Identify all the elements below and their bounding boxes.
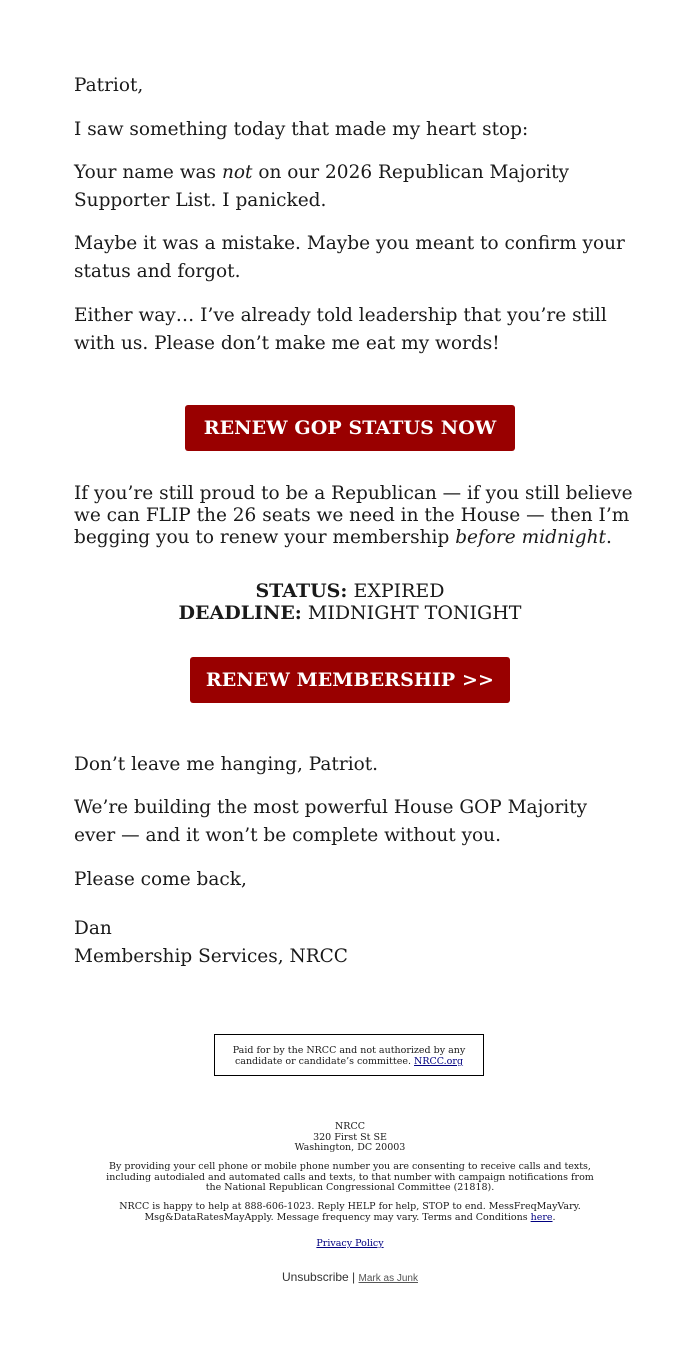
privacy-row — [0, 1239, 700, 1250]
paragraph-2 — [74, 159, 634, 215]
privacy-policy-link[interactable]: Privacy Policy — [316, 1238, 384, 1249]
p5-post: . — [605, 527, 612, 548]
paragraph-4-text: Either way… I’ve already told leadership that you’re still with us. Please don’t make me eat my words! — [74, 305, 607, 354]
unsubscribe-link[interactable]: Unsubscribe — [282, 1270, 349, 1284]
p2-emphasis: not — [221, 162, 253, 183]
renew-membership-button[interactable]: RENEW MEMBERSHIP >> — [190, 657, 510, 703]
paragraph-3 — [74, 230, 634, 286]
greeting-text: Patriot, — [74, 75, 144, 96]
greeting — [74, 72, 634, 100]
paragraph-6 — [74, 751, 634, 779]
p2-pre: Your name was — [74, 162, 222, 183]
signature-name: Dan — [74, 918, 112, 939]
paragraph-1 — [74, 116, 634, 144]
status-value: EXPIRED — [347, 580, 445, 602]
mark-as-junk-link[interactable]: Mark as Junk — [358, 1273, 418, 1284]
deadline-value: MIDNIGHT TONIGHT — [301, 602, 522, 624]
p2-post: on our 2026 Republican Majority Supporter List. I panicked. — [74, 162, 569, 211]
deadline-line — [0, 602, 700, 624]
p5-emphasis: before midnight — [455, 527, 606, 548]
paragraph-7-text: We’re building the most powerful House GOP Majority ever — and it won’t be complete without you. — [74, 797, 588, 846]
signature-title: Membership Services, NRCC — [74, 946, 348, 967]
paragraph-4 — [74, 302, 634, 358]
paragraph-5 — [74, 483, 634, 549]
p5-pre: If you’re still proud to be a Republican — if you still believe we can FLIP the 26 seats we need in the House — then I’m begging you to renew your membership — [74, 483, 633, 548]
help-end: . — [552, 1211, 556, 1223]
address-block — [0, 1122, 700, 1154]
consent-copy: By providing your cell phone or mobile phone number you are consenting to receive calls and texts, including autodialed and automated calls and texts, to that number with campaign notifications from the National Republican Congressional Committee (21818). — [106, 1161, 594, 1193]
signature — [74, 915, 634, 971]
help-text — [110, 1202, 590, 1223]
paragraph-1-text: I saw something today that made my heart stop: — [74, 119, 529, 140]
nrcc-link[interactable]: NRCC.org — [414, 1056, 464, 1067]
paid-for-text: Paid for by the NRCC and not authorized by any candidate or candidate’s committee. — [232, 1045, 466, 1067]
consent-text — [100, 1162, 600, 1194]
city-address: Washington, DC 20003 — [294, 1142, 406, 1153]
help-copy: NRCC is happy to help at 888-606-1023. Reply HELP for help, STOP to end. MessFreqMayVary. Msg&DataRatesMayApply. Message frequency may vary. Terms and Conditions — [119, 1201, 581, 1223]
street-address: 320 First St SE — [313, 1131, 387, 1143]
terms-link[interactable]: here — [530, 1211, 553, 1223]
status-line — [0, 580, 700, 602]
separator: | — [348, 1270, 359, 1284]
unsubscribe-row — [0, 1266, 700, 1285]
paragraph-3-text: Maybe it was a mistake. Maybe you meant to confirm your status and forgot. — [74, 233, 625, 282]
paragraph-7 — [74, 794, 634, 850]
paragraph-8-text: Please come back, — [74, 869, 247, 890]
status-label: STATUS: — [255, 580, 348, 602]
renew-gop-status-button[interactable]: RENEW GOP STATUS NOW — [185, 405, 515, 451]
org-name: NRCC — [334, 1121, 365, 1132]
deadline-label: DEADLINE: — [178, 602, 302, 624]
status-block — [0, 580, 700, 624]
paragraph-6-text: Don’t leave me hanging, Patriot. — [74, 754, 379, 775]
paragraph-8 — [74, 866, 634, 894]
paid-for-disclaimer — [214, 1034, 484, 1076]
